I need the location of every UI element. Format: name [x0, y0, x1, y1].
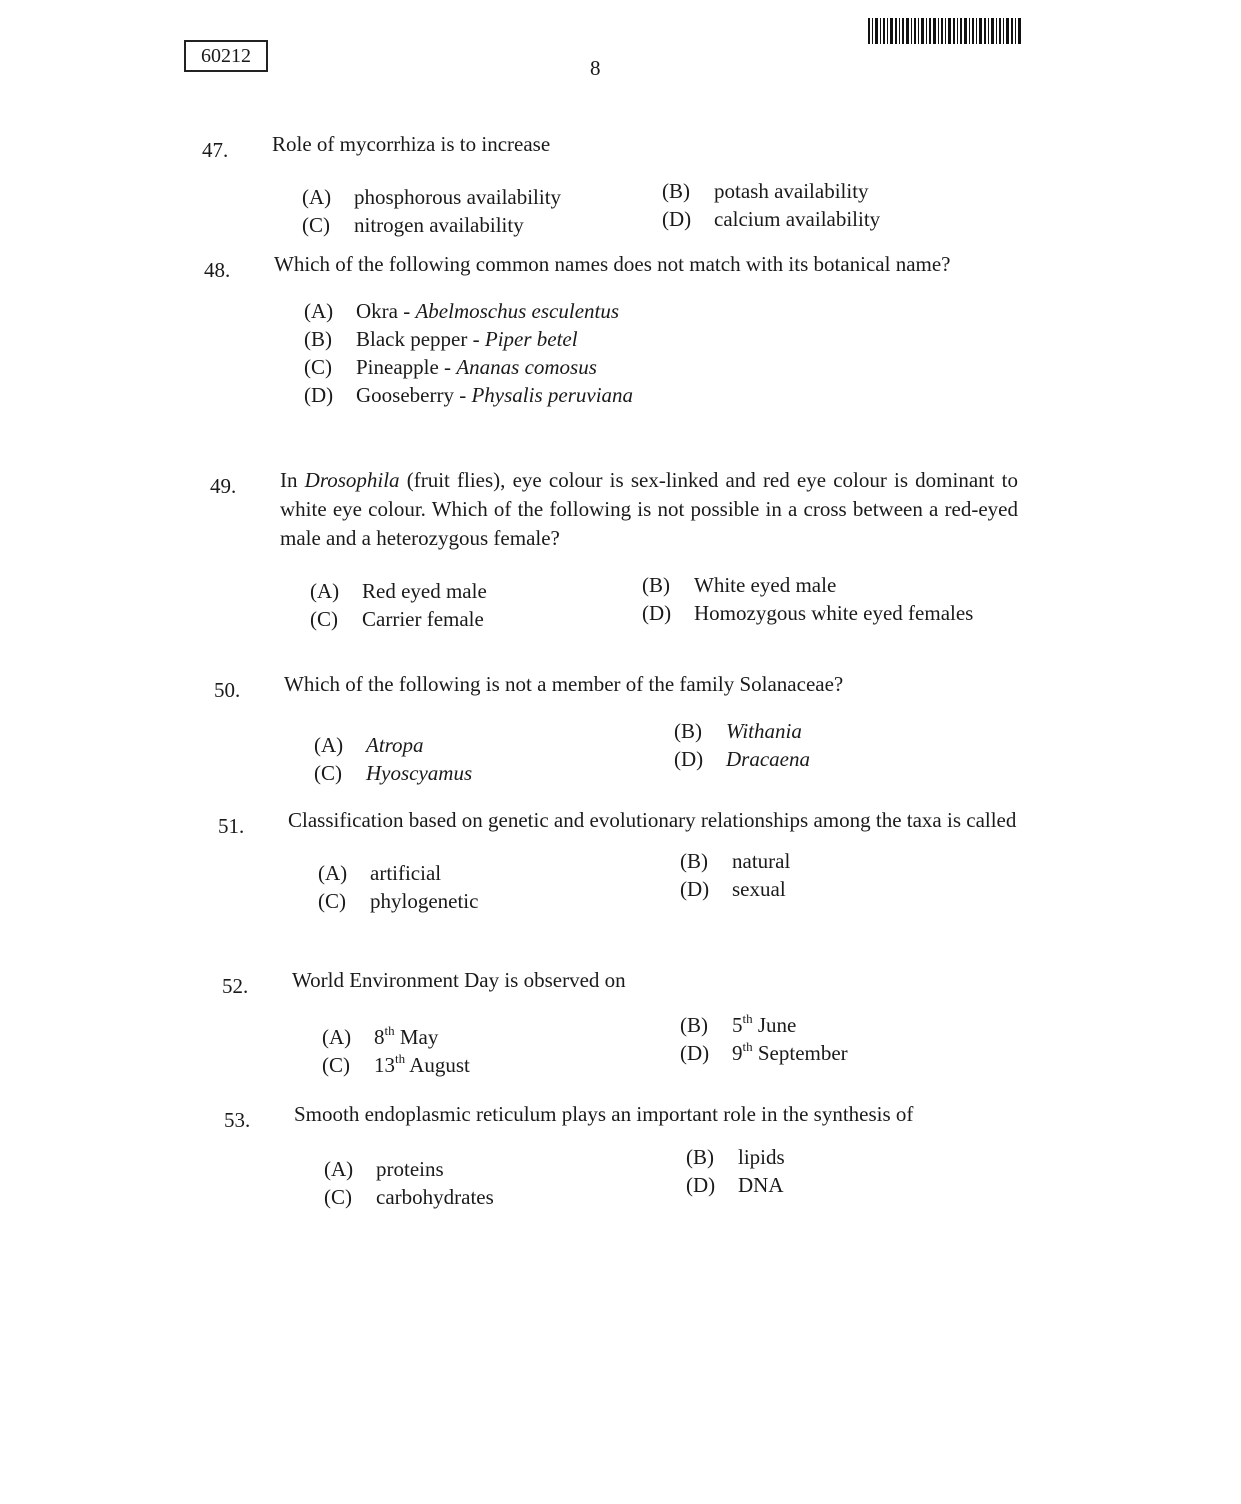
option-label: (C): [324, 1185, 352, 1209]
option-common-name: Gooseberry -: [356, 383, 472, 407]
option-text: proteins: [376, 1157, 444, 1181]
stem-italic-genus: Drosophila: [304, 468, 400, 492]
options: [280, 571, 1018, 631]
option-c[interactable]: [324, 1183, 494, 1212]
option-label: (D): [642, 601, 672, 625]
options: [272, 177, 1012, 237]
question-stem: [280, 466, 1018, 553]
option-botanical-name: Piper betel: [484, 327, 578, 351]
option-d[interactable]: [662, 205, 880, 234]
option-d[interactable]: [304, 381, 633, 410]
option-label: (C): [304, 355, 332, 379]
option-label: (D): [662, 207, 692, 231]
option-month: June: [752, 1013, 797, 1037]
option-month: August: [405, 1053, 470, 1077]
option-d[interactable]: [686, 1171, 784, 1200]
option-c[interactable]: [310, 605, 484, 634]
option-label: (B): [680, 1013, 708, 1037]
option-botanical-name: Abelmoschus esculentus: [415, 299, 620, 323]
option-a[interactable]: [304, 297, 619, 326]
option-text: nitrogen availability: [354, 213, 524, 237]
option-label: (D): [686, 1173, 716, 1197]
option-label: (C): [314, 761, 342, 785]
question-number: 50.: [214, 678, 241, 702]
option-label: (A): [302, 185, 332, 209]
option-b[interactable]: [680, 847, 790, 876]
ordinal-suffix: th: [742, 1039, 753, 1054]
question-47: [202, 130, 1012, 237]
options: [284, 717, 1014, 785]
option-text: phosphorous availability: [354, 185, 562, 209]
question-stem: World Environment Day is observed on: [292, 968, 626, 992]
option-label: (A): [324, 1157, 354, 1181]
option-text: phylogenetic: [370, 889, 479, 913]
options: [288, 849, 1024, 913]
option-c[interactable]: [302, 211, 524, 240]
option-common-name: Black pepper -: [356, 327, 485, 351]
option-text: potash availability: [714, 179, 869, 203]
option-text: Hyoscyamus: [366, 761, 473, 785]
option-day: 13: [374, 1053, 395, 1077]
option-day: 8: [374, 1025, 385, 1049]
option-label: (B): [662, 179, 690, 203]
stem-text: (fruit flies), eye colour is sex-linked and red eye colour is dominant to white eye colour. Which of the following is not possible in a cross between a red-eyed male and a heterozygous female?: [280, 468, 1018, 550]
option-b[interactable]: [304, 325, 578, 354]
option-label: (D): [304, 383, 334, 407]
option-text: lipids: [738, 1145, 785, 1169]
question-number: 49.: [210, 474, 237, 498]
option-text: White eyed male: [694, 573, 837, 597]
options: [294, 1147, 1024, 1207]
option-text: Atropa: [366, 733, 424, 757]
option-a[interactable]: [314, 731, 424, 760]
option-d[interactable]: [680, 875, 786, 904]
option-text: carbohydrates: [376, 1185, 494, 1209]
option-text: Dracaena: [726, 747, 810, 771]
option-text: Carrier female: [362, 607, 484, 631]
question-number: 47.: [202, 138, 229, 162]
option-text: Homozygous white eyed females: [694, 601, 974, 625]
option-c[interactable]: [304, 353, 597, 382]
question-49: [210, 466, 1018, 631]
option-b[interactable]: [642, 571, 836, 600]
option-text: DNA: [738, 1173, 784, 1197]
question-number: 48.: [204, 258, 231, 282]
question-stem: Role of mycorrhiza is to increase: [272, 132, 551, 156]
option-label: (A): [314, 733, 344, 757]
ordinal-suffix: th: [742, 1011, 753, 1026]
ordinal-suffix: th: [395, 1051, 406, 1066]
option-label: (C): [318, 889, 346, 913]
options: [292, 1011, 1022, 1077]
question-stem: Which of the following is not a member of the family Solanaceae?: [284, 672, 844, 696]
option-label: (D): [680, 877, 710, 901]
option-b[interactable]: [662, 177, 869, 206]
option-a[interactable]: [310, 577, 487, 606]
option-d[interactable]: [680, 1039, 848, 1068]
option-c[interactable]: [314, 759, 472, 788]
option-d[interactable]: [674, 745, 810, 774]
option-text: calcium availability: [714, 207, 881, 231]
question-stem: Which of the following common names does not match with its botanical name?: [274, 252, 951, 276]
option-a[interactable]: [318, 859, 441, 888]
question-52: [222, 966, 1022, 1077]
question-number: 51.: [218, 814, 245, 838]
option-text: Withania: [726, 719, 802, 743]
option-d[interactable]: [642, 599, 973, 628]
question-48: [204, 250, 1014, 413]
option-common-name: Pineapple -: [356, 355, 457, 379]
option-text: Red eyed male: [362, 579, 487, 603]
option-a[interactable]: [302, 183, 561, 212]
barcode-image: [868, 18, 1022, 44]
page-number: 8: [590, 56, 601, 80]
question-number: 53.: [224, 1108, 251, 1132]
option-label: (D): [674, 747, 704, 771]
options: [274, 297, 1014, 413]
option-label: (D): [680, 1041, 710, 1065]
option-label: (B): [674, 719, 702, 743]
question-50: [214, 670, 1014, 785]
option-label: (B): [686, 1145, 714, 1169]
option-label: (B): [304, 327, 332, 351]
option-label: (A): [318, 861, 348, 885]
ordinal-suffix: th: [384, 1023, 395, 1038]
option-label: (A): [322, 1025, 352, 1049]
stem-text: In: [280, 468, 305, 492]
option-b[interactable]: [680, 1011, 796, 1040]
option-label: (B): [642, 573, 670, 597]
option-text: artificial: [370, 861, 442, 885]
option-botanical-name: Physalis peruviana: [471, 383, 634, 407]
option-common-name: Okra -: [356, 299, 416, 323]
option-botanical-name: Ananas comosus: [456, 355, 597, 379]
option-month: September: [752, 1041, 848, 1065]
paper-code: 60212: [184, 40, 268, 72]
option-day: 5: [732, 1013, 743, 1037]
option-b[interactable]: [674, 717, 802, 746]
option-label: (C): [302, 213, 330, 237]
option-b[interactable]: [686, 1143, 785, 1172]
option-label: (A): [304, 299, 334, 323]
option-c[interactable]: [318, 887, 478, 916]
question-51: [218, 806, 1024, 913]
option-a[interactable]: [322, 1023, 438, 1052]
option-text: natural: [732, 849, 791, 873]
option-label: (C): [310, 607, 338, 631]
question-stem: Classification based on genetic and evolutionary relationships among the taxa is called: [288, 808, 1017, 832]
option-label: (B): [680, 849, 708, 873]
question-number: 52.: [222, 974, 249, 998]
option-month: May: [394, 1025, 439, 1049]
option-label: (C): [322, 1053, 350, 1077]
option-day: 9: [732, 1041, 743, 1065]
question-53: [224, 1100, 1024, 1209]
option-text: sexual: [732, 877, 786, 901]
option-label: (A): [310, 579, 340, 603]
option-c[interactable]: [322, 1051, 470, 1080]
option-a[interactable]: [324, 1155, 444, 1184]
question-stem: Smooth endoplasmic reticulum plays an important role in the synthesis of: [294, 1102, 914, 1126]
